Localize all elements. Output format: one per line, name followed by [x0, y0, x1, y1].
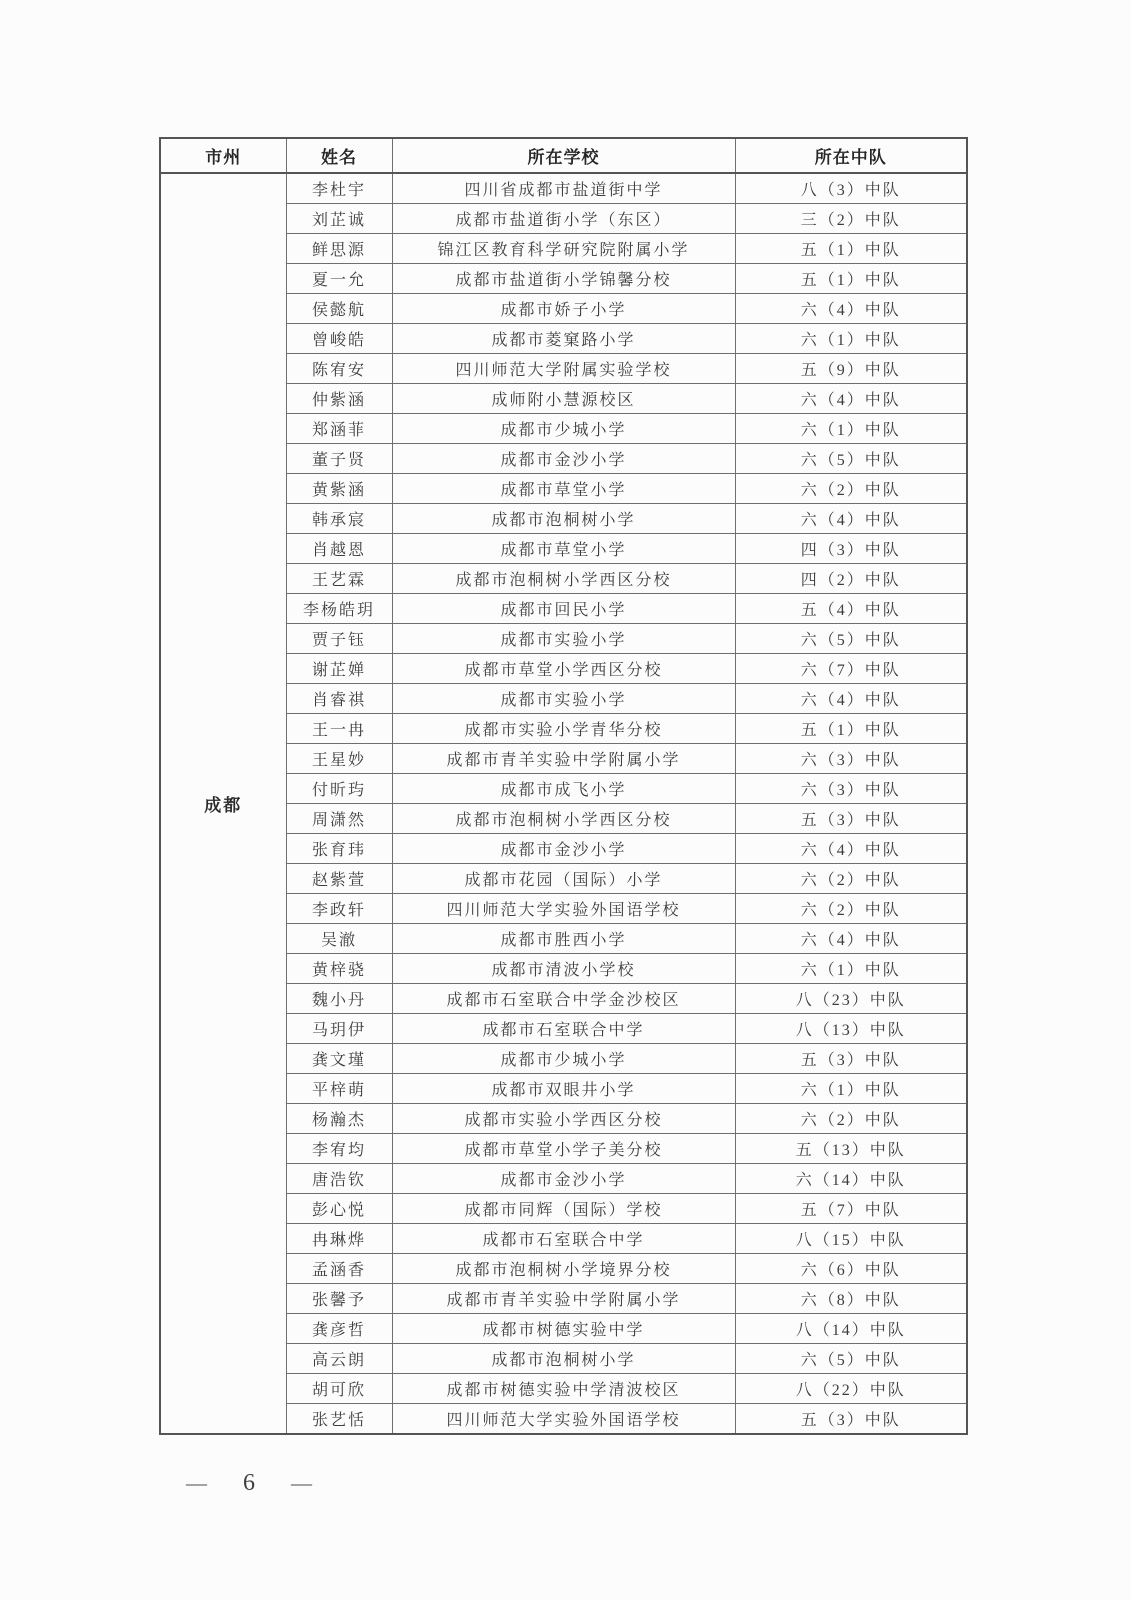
- name-cell: 王星妙: [286, 744, 392, 774]
- school-cell: 成都市泡桐树小学西区分校: [392, 804, 735, 834]
- school-cell: 成都市胜西小学: [392, 924, 735, 954]
- squad-cell: 六（1）中队: [735, 954, 967, 984]
- school-cell: 成都市菱窠路小学: [392, 324, 735, 354]
- school-cell: 成都市石室联合中学: [392, 1014, 735, 1044]
- school-cell: 成都市清波小学校: [392, 954, 735, 984]
- school-cell: 成都市花园（国际）小学: [392, 864, 735, 894]
- squad-cell: 五（1）中队: [735, 714, 967, 744]
- school-cell: 成都市金沙小学: [392, 834, 735, 864]
- squad-cell: 六（2）中队: [735, 474, 967, 504]
- name-cell: 刘芷诚: [286, 204, 392, 234]
- squad-cell: 六（4）中队: [735, 294, 967, 324]
- school-cell: 成都市金沙小学: [392, 444, 735, 474]
- school-cell: 成都市泡桐树小学: [392, 504, 735, 534]
- roster-table: [159, 137, 968, 1435]
- squad-cell: 六（4）中队: [735, 504, 967, 534]
- squad-cell: 六（14）中队: [735, 1164, 967, 1194]
- school-cell: 成都市石室联合中学金沙校区: [392, 984, 735, 1014]
- name-cell: 曾峻皓: [286, 324, 392, 354]
- school-cell: 成都市实验小学: [392, 624, 735, 654]
- school-cell: 成都市草堂小学子美分校: [392, 1134, 735, 1164]
- school-cell: 成都市盐道街小学锦馨分校: [392, 264, 735, 294]
- squad-cell: 五（3）中队: [735, 1044, 967, 1074]
- squad-cell: 五（3）中队: [735, 804, 967, 834]
- name-cell: 张育玮: [286, 834, 392, 864]
- school-cell: 成都市娇子小学: [392, 294, 735, 324]
- name-cell: 周潇然: [286, 804, 392, 834]
- footer-right-dash: —: [291, 1471, 312, 1495]
- school-cell: 成都市草堂小学西区分校: [392, 654, 735, 684]
- squad-cell: 八（22）中队: [735, 1374, 967, 1404]
- name-cell: 张馨予: [286, 1284, 392, 1314]
- name-cell: 马玥伊: [286, 1014, 392, 1044]
- squad-cell: 六（5）中队: [735, 624, 967, 654]
- page-footer: [186, 1470, 312, 1497]
- name-cell: 贾子钰: [286, 624, 392, 654]
- name-cell: 彭心悦: [286, 1194, 392, 1224]
- squad-cell: 六（3）中队: [735, 774, 967, 804]
- name-cell: 黄紫涵: [286, 474, 392, 504]
- squad-cell: 八（15）中队: [735, 1224, 967, 1254]
- squad-cell: 六（7）中队: [735, 654, 967, 684]
- name-cell: 董子贤: [286, 444, 392, 474]
- school-cell: 成都市双眼井小学: [392, 1074, 735, 1104]
- squad-cell: 八（3）中队: [735, 173, 967, 204]
- squad-cell: 四（2）中队: [735, 564, 967, 594]
- squad-cell: 五（1）中队: [735, 264, 967, 294]
- school-cell: 成都市成飞小学: [392, 774, 735, 804]
- school-cell: 四川省成都市盐道街中学: [392, 173, 735, 204]
- squad-cell: 六（2）中队: [735, 864, 967, 894]
- squad-cell: 六（4）中队: [735, 384, 967, 414]
- name-cell: 韩承宸: [286, 504, 392, 534]
- header-city: 市州: [160, 138, 286, 173]
- name-cell: 王艺霖: [286, 564, 392, 594]
- squad-cell: 六（3）中队: [735, 744, 967, 774]
- school-cell: 成都市实验小学: [392, 684, 735, 714]
- squad-cell: 五（9）中队: [735, 354, 967, 384]
- city-cell: 成都: [160, 173, 286, 1434]
- name-cell: 赵紫萱: [286, 864, 392, 894]
- name-cell: 冉琳烨: [286, 1224, 392, 1254]
- school-cell: 成都市同辉（国际）学校: [392, 1194, 735, 1224]
- name-cell: 肖越恩: [286, 534, 392, 564]
- school-cell: 成都市青羊实验中学附属小学: [392, 1284, 735, 1314]
- name-cell: 谢芷婵: [286, 654, 392, 684]
- squad-cell: 八（23）中队: [735, 984, 967, 1014]
- squad-cell: 六（8）中队: [735, 1284, 967, 1314]
- header-squad: 所在中队: [735, 138, 967, 173]
- name-cell: 郑涵菲: [286, 414, 392, 444]
- squad-cell: 六（5）中队: [735, 444, 967, 474]
- school-cell: 成都市泡桐树小学境界分校: [392, 1254, 735, 1284]
- name-cell: 平梓萌: [286, 1074, 392, 1104]
- name-cell: 吴澈: [286, 924, 392, 954]
- name-cell: 龚彦哲: [286, 1314, 392, 1344]
- squad-cell: 六（2）中队: [735, 894, 967, 924]
- school-cell: 锦江区教育科学研究院附属小学: [392, 234, 735, 264]
- school-cell: 成都市草堂小学: [392, 534, 735, 564]
- squad-cell: 五（1）中队: [735, 234, 967, 264]
- school-cell: 成都市树德实验中学: [392, 1314, 735, 1344]
- school-cell: 四川师范大学附属实验学校: [392, 354, 735, 384]
- school-cell: 成都市实验小学西区分校: [392, 1104, 735, 1134]
- name-cell: 侯懿航: [286, 294, 392, 324]
- table-body: [160, 173, 967, 1434]
- name-cell: 陈宥安: [286, 354, 392, 384]
- name-cell: 唐浩钦: [286, 1164, 392, 1194]
- school-cell: 成都市石室联合中学: [392, 1224, 735, 1254]
- school-cell: 成都市盐道街小学（东区）: [392, 204, 735, 234]
- squad-cell: 八（13）中队: [735, 1014, 967, 1044]
- name-cell: 李杜宇: [286, 173, 392, 204]
- name-cell: 夏一允: [286, 264, 392, 294]
- squad-cell: 六（1）中队: [735, 324, 967, 354]
- name-cell: 付昕玙: [286, 774, 392, 804]
- squad-cell: 六（4）中队: [735, 684, 967, 714]
- squad-cell: 四（3）中队: [735, 534, 967, 564]
- footer-left-dash: —: [186, 1471, 207, 1495]
- school-cell: 成都市少城小学: [392, 414, 735, 444]
- school-cell: 成都市树德实验中学清波校区: [392, 1374, 735, 1404]
- squad-cell: 六（5）中队: [735, 1344, 967, 1374]
- school-cell: 成师附小慧源校区: [392, 384, 735, 414]
- school-cell: 成都市泡桐树小学: [392, 1344, 735, 1374]
- squad-cell: 六（1）中队: [735, 1074, 967, 1104]
- name-cell: 张艺恬: [286, 1404, 392, 1435]
- school-cell: 四川师范大学实验外国语学校: [392, 1404, 735, 1435]
- name-cell: 高云朗: [286, 1344, 392, 1374]
- name-cell: 杨瀚杰: [286, 1104, 392, 1134]
- school-cell: 成都市实验小学青华分校: [392, 714, 735, 744]
- squad-cell: 五（13）中队: [735, 1134, 967, 1164]
- school-cell: 成都市金沙小学: [392, 1164, 735, 1194]
- name-cell: 黄梓骁: [286, 954, 392, 984]
- name-cell: 胡可欣: [286, 1374, 392, 1404]
- name-cell: 鲜思源: [286, 234, 392, 264]
- squad-cell: 六（4）中队: [735, 834, 967, 864]
- squad-cell: 三（2）中队: [735, 204, 967, 234]
- squad-cell: 六（2）中队: [735, 1104, 967, 1134]
- name-cell: 李杨皓玥: [286, 594, 392, 624]
- school-cell: 成都市泡桐树小学西区分校: [392, 564, 735, 594]
- table-header-row: [160, 138, 967, 173]
- squad-cell: 六（6）中队: [735, 1254, 967, 1284]
- squad-cell: 五（4）中队: [735, 594, 967, 624]
- name-cell: 李宥均: [286, 1134, 392, 1164]
- squad-cell: 六（4）中队: [735, 924, 967, 954]
- school-cell: 成都市草堂小学: [392, 474, 735, 504]
- header-school: 所在学校: [392, 138, 735, 173]
- squad-cell: 八（14）中队: [735, 1314, 967, 1344]
- squad-cell: 六（1）中队: [735, 414, 967, 444]
- school-cell: 成都市青羊实验中学附属小学: [392, 744, 735, 774]
- name-cell: 肖睿祺: [286, 684, 392, 714]
- header-name: 姓名: [286, 138, 392, 173]
- school-cell: 成都市回民小学: [392, 594, 735, 624]
- name-cell: 龚文瑾: [286, 1044, 392, 1074]
- name-cell: 李政轩: [286, 894, 392, 924]
- school-cell: 成都市少城小学: [392, 1044, 735, 1074]
- name-cell: 孟涵香: [286, 1254, 392, 1284]
- school-cell: 四川师范大学实验外国语学校: [392, 894, 735, 924]
- squad-cell: 五（3）中队: [735, 1404, 967, 1435]
- table-row: [160, 173, 967, 204]
- page-number: 6: [243, 1470, 255, 1496]
- name-cell: 魏小丹: [286, 984, 392, 1014]
- name-cell: 王一冉: [286, 714, 392, 744]
- name-cell: 仲紫涵: [286, 384, 392, 414]
- squad-cell: 五（7）中队: [735, 1194, 967, 1224]
